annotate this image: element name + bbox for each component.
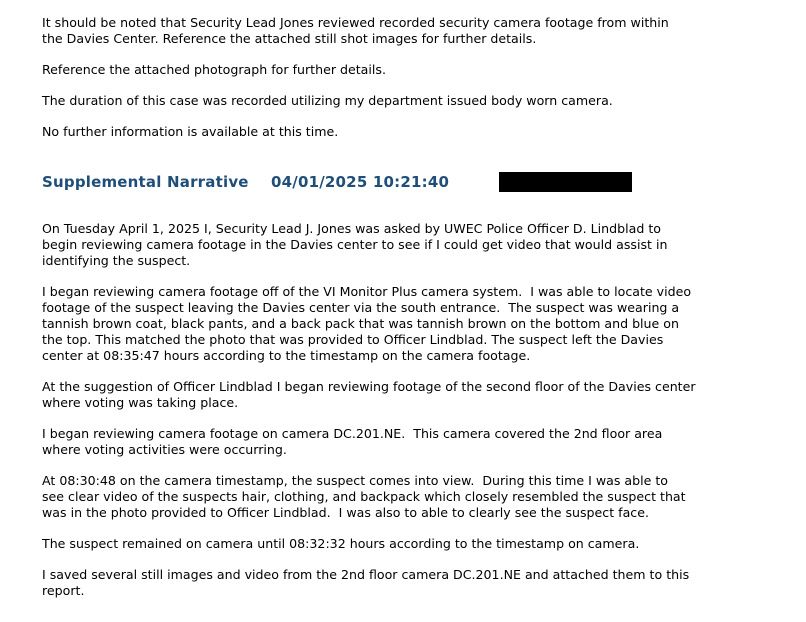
supplemental-narrative-heading <box>42 173 742 195</box>
narrative-paragraph-6: The suspect remained on camera until 08:32:32 hours according to the timestamp on camera. <box>42 536 640 551</box>
redaction-box <box>499 172 632 192</box>
intro-paragraph-3: The duration of this case was recorded utilizing my department issued body worn camera. <box>42 93 613 108</box>
intro-paragraph-1: It should be noted that Security Lead Jones reviewed recorded security camera footage from within the Davies Center. Reference the attached still shot images for further details. <box>42 15 669 46</box>
narrative-paragraph-7: I saved several still images and video from the 2nd floor camera DC.201.NE and attached them to this report. <box>42 567 690 598</box>
narrative-paragraph-1: On Tuesday April 1, 2025 I, Security Lead J. Jones was asked by UWEC Police Officer D. Lindblad to begin reviewing camera footage in the Davies center to see if I could get video that would assist in identifying the suspect. <box>42 221 668 268</box>
narrative-paragraph-2: I began reviewing camera footage off of the VI Monitor Plus camera system. I was able to locate video footage of the suspect leaving the Davies center via the south entrance. The suspect was wearing a tannish brown coat, black pants, and a back pack that was tannish brown on the bottom and blue on the top. This matched the photo that was provided to Officer Lindblad. The suspect left the Davies center at 08:35:47 hours according to the timestamp on the camera footage. <box>42 284 692 363</box>
intro-paragraph-4: No further information is available at this time. <box>42 124 339 139</box>
narrative-paragraph-3: At the suggestion of Officer Lindblad I began reviewing footage of the second floor of the Davies center where voting was taking place. <box>42 379 696 410</box>
narrative-paragraph-4: I began reviewing camera footage on camera DC.201.NE. This camera covered the 2nd floor area where voting activities were occurring. <box>42 426 663 457</box>
intro-paragraph-2: Reference the attached photograph for further details. <box>42 62 386 77</box>
section-datetime: 04/01/2025 10:21:40 <box>271 173 450 191</box>
narrative-paragraph-5: At 08:30:48 on the camera timestamp, the suspect comes into view. During this time I was able to see clear video of the suspects hair, clothing, and backpack which closely resembled the suspect that was in the photo provided to Officer Lindblad. I was also to able to clearly see the suspect face. <box>42 473 686 520</box>
section-title: Supplemental Narrative <box>42 173 249 191</box>
report-page <box>42 15 742 614</box>
